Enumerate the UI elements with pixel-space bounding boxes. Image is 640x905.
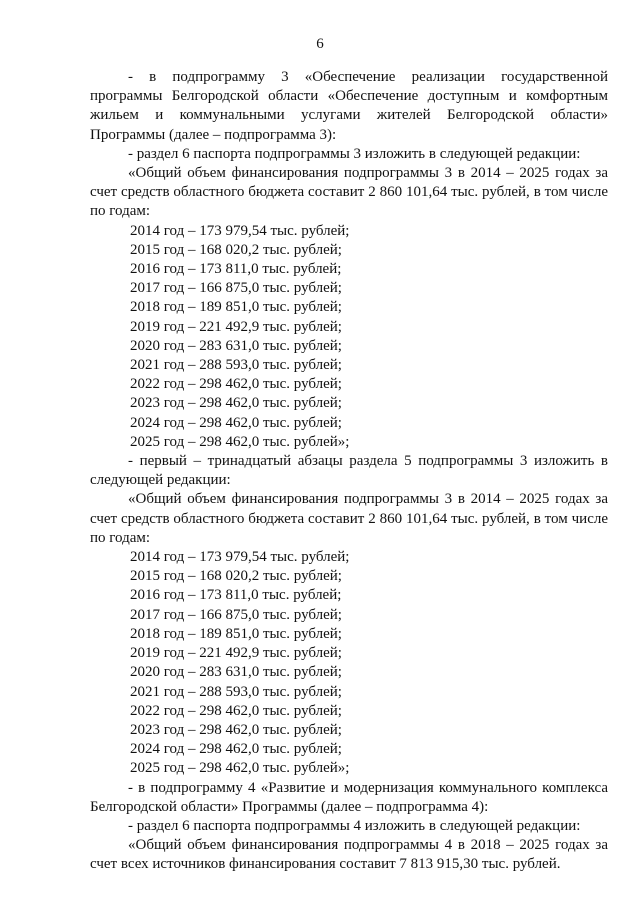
document-body [90,68,608,875]
funding-year-item: 2021 год – 288 593,0 тыс. рублей; [130,683,342,700]
passport-section-6-instruction: - раздел 6 паспорта подпрограммы 4 изложить в следующей редакции: [128,817,581,834]
funding-year-item: 2024 год – 298 462,0 тыс. рублей; [130,414,342,431]
section-5-instruction: - первый – тринадцатый абзацы раздела 5 подпрограммы 3 изложить в следующей редакции: [90,453,608,489]
funding-year-item: 2021 год – 288 593,0 тыс. рублей; [130,357,342,374]
funding-year-item: 2015 год – 168 020,2 тыс. рублей; [130,241,342,258]
funding-year-item: 2020 год – 283 631,0 тыс. рублей; [130,664,342,681]
funding-year-item: 2018 год – 189 851,0 тыс. рублей; [130,299,342,316]
funding-year-item: 2025 год – 298 462,0 тыс. рублей»; [130,433,350,450]
funding-year-item: 2016 год – 173 811,0 тыс. рублей; [130,587,342,604]
funding-total-paragraph: «Общий объем финансирования подпрограммы 3 в 2014 – 2025 годах за счет средств областного бюджета составит 2 860 101,64 тыс. рублей, в том числе по годам: [90,165,608,220]
funding-by-year-list [90,548,608,778]
funding-year-item: 2019 год – 221 492,9 тыс. рублей; [130,318,342,335]
funding-year-item: 2020 год – 283 631,0 тыс. рублей; [130,337,342,354]
funding-year-item: 2022 год – 298 462,0 тыс. рублей; [130,376,342,393]
funding-year-item: 2025 год – 298 462,0 тыс. рублей»; [130,760,350,777]
funding-year-item: 2017 год – 166 875,0 тыс. рублей; [130,606,342,623]
funding-year-item: 2014 год – 173 979,54 тыс. рублей; [130,222,350,239]
funding-year-item: 2019 год – 221 492,9 тыс. рублей; [130,645,342,662]
funding-year-item: 2017 год – 166 875,0 тыс. рублей; [130,280,342,297]
funding-year-item: 2023 год – 298 462,0 тыс. рублей; [130,395,342,412]
funding-year-item: 2022 год – 298 462,0 тыс. рублей; [130,702,342,719]
funding-total-paragraph: «Общий объем финансирования подпрограммы 3 в 2014 – 2025 годах за счет средств областного бюджета составит 2 860 101,64 тыс. рублей, в том числе по годам: [90,491,608,546]
funding-by-year-list [90,222,608,452]
funding-year-item: 2018 год – 189 851,0 тыс. рублей; [130,625,342,642]
funding-year-item: 2024 год – 298 462,0 тыс. рублей; [130,741,342,758]
funding-total-paragraph: «Общий объем финансирования подпрограммы 4 в 2018 – 2025 годах за счет всех источников финансирования составит 7 813 915,30 тыс. рублей. [90,837,608,873]
funding-year-item: 2014 год – 173 979,54 тыс. рублей; [130,549,350,566]
funding-year-item: 2016 год – 173 811,0 тыс. рублей; [130,261,342,278]
funding-year-item: 2023 год – 298 462,0 тыс. рублей; [130,721,342,738]
funding-year-item: 2015 год – 168 020,2 тыс. рублей; [130,568,342,585]
subprogram-3-intro: - в подпрограмму 3 «Обеспечение реализации государственной программы Белгородской области «Обеспечение доступным и комфортным жильем и коммунальными услугами жителей Белгородской области» Программы (далее – подпрограмма 3): [90,69,608,143]
page-number: 6 [316,36,324,52]
passport-section-6-instruction: - раздел 6 паспорта подпрограммы 3 изложить в следующей редакции: [128,145,581,162]
subprogram-4-intro: - в подпрограмму 4 «Развитие и модернизация коммунального комплекса Белгородской области» Программы (далее – подпрограмма 4): [90,779,608,815]
